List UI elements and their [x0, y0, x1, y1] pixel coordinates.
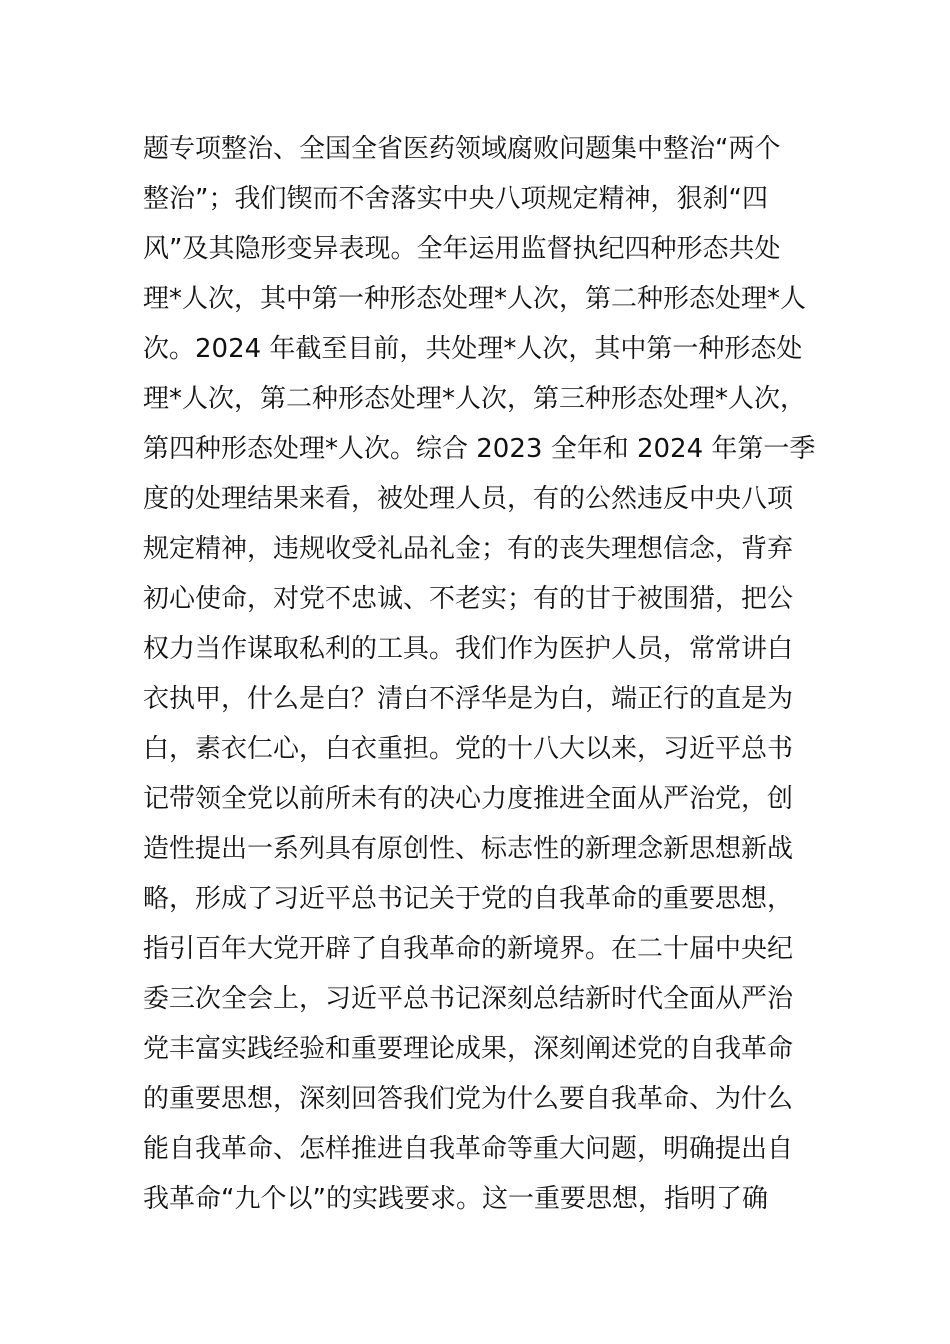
- text-line: 的重要思想，深刻回答我们党为什么要自我革命、为什么: [143, 1084, 794, 1114]
- text-line: 衣执甲，什么是白？清白不浮华是为白，端正行的直是为: [143, 684, 794, 714]
- text-line: 第四种形态处理*人次。综合 2023 全年和 2024 年第一季: [143, 434, 816, 464]
- text-line: 白，素衣仁心，白衣重担。党的十八大以来，习近平总书: [143, 734, 794, 764]
- text-line: 党丰富实践经验和重要理论成果，深刻阐述党的自我革命: [143, 1034, 794, 1064]
- text-line: 委三次全会上，习近平总书记深刻总结新时代全面从严治: [143, 984, 794, 1014]
- body-paragraph: [143, 124, 816, 1224]
- text-line: 能自我革命、怎样推进自我革命等重大问题，明确提出自: [143, 1134, 794, 1164]
- text-line: 整治”；我们锲而不舍落实中央八项规定精神，狠刹“四: [143, 184, 768, 214]
- text-line: 指引百年大党开辟了自我革命的新境界。在二十届中央纪: [143, 934, 794, 964]
- text-line: 造性提出一系列具有原创性、标志性的新理念新思想新战: [143, 834, 794, 864]
- text-line: 初心使命，对党不忠诚、不老实；有的甘于被围猎，把公: [143, 584, 794, 614]
- text-line: 略，形成了习近平总书记关于党的自我革命的重要思想，: [143, 884, 794, 914]
- text-line: 风”及其隐形变异表现。全年运用监督执纪四种形态共处: [143, 234, 781, 264]
- text-line: 度的处理结果来看，被处理人员，有的公然违反中央八项: [143, 484, 794, 514]
- text-line: 记带领全党以前所未有的决心力度推进全面从严治党，创: [143, 784, 794, 814]
- text-line: 理*人次，第二种形态处理*人次，第三种形态处理*人次，: [143, 384, 807, 414]
- text-line: 次。2024 年截至目前，共处理*人次，其中第一种形态处: [143, 334, 803, 364]
- text-line: 我革命“九个以”的实践要求。这一重要思想，指明了确: [143, 1184, 768, 1214]
- text-line: 规定精神，违规收受礼品礼金；有的丧失理想信念，背弃: [143, 534, 794, 564]
- text-line: 题专项整治、全国全省医药领域腐败问题集中整治“两个: [143, 134, 781, 164]
- text-line: 权力当作谋取私利的工具。我们作为医护人员，常常讲白: [143, 634, 794, 664]
- text-line: 理*人次，其中第一种形态处理*人次，第二种形态处理*人: [143, 284, 807, 314]
